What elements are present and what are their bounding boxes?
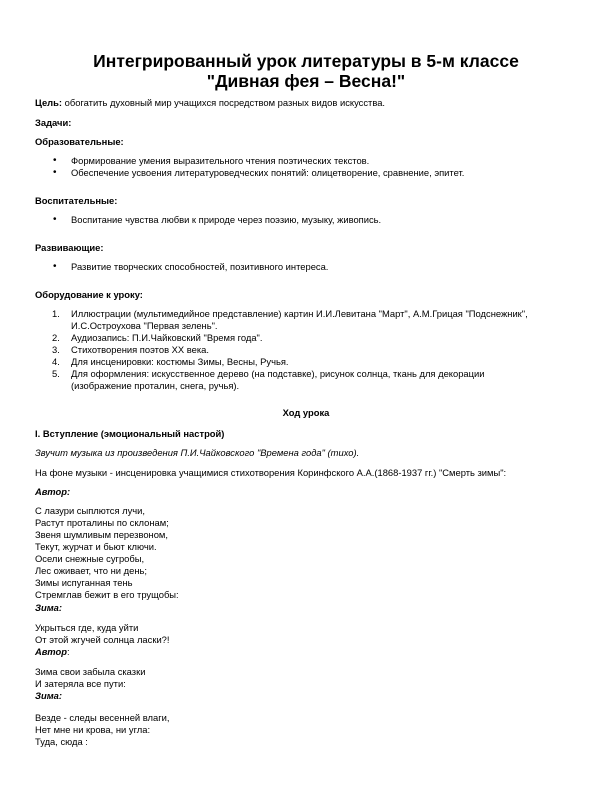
list-item-text-cont: И.С.Остроухова "Первая зелень". [71, 320, 218, 331]
list-item: • Обеспечение усвоения литературоведческих понятий: олицетворение, сравнение, эпитет. [35, 167, 464, 179]
goal-paragraph [35, 97, 385, 109]
poem-line: Зимы испуганная тень [35, 577, 133, 588]
list-item-number: 4. [52, 356, 60, 367]
list-item-number: 1. [52, 308, 60, 319]
poem-stanza-1 [35, 505, 179, 601]
list-item: • Формирование умения выразительного чтения поэтических текстов. [35, 155, 464, 167]
list-item [35, 344, 528, 356]
poem-line: Лес оживает, что ни день; [35, 565, 147, 576]
poem-line: И затеряла все пути: [35, 678, 126, 689]
poem-line: Зима свои забыла сказки [35, 666, 146, 677]
list-item-text: Для оформления: искусственное дерево (на подставке), рисунок солнца, ткань для декорации [71, 368, 485, 379]
poem-line: Растут проталины по склонам; [35, 517, 169, 528]
poem-line: С лазури сыплются лучи, [35, 505, 146, 516]
tasks-heading: Задачи: [35, 117, 72, 128]
page-title-line-2: "Дивная фея – Весна!" [206, 71, 406, 91]
poem-line: Текут, журчат и бьют ключи. [35, 541, 157, 552]
list-item-number: 2. [52, 332, 60, 343]
goal-label: Цель: [35, 97, 63, 108]
upbringing-heading: Воспитательные: [35, 195, 118, 206]
intro-heading: I. Вступление (эмоциональный настрой) [35, 428, 225, 439]
staging-note: На фоне музыки - инсценировка учащимися стихотворения Коринфского А.А.(1868-1937 гг.) "Смерть зимы": [35, 467, 507, 478]
poem-line: Звеня шумливым перезвоном, [35, 529, 168, 540]
speaker-author-label: Автор [35, 646, 67, 657]
poem-stanza-4 [35, 712, 169, 748]
poem-line: Нет мне ни крова, ни угла: [35, 724, 151, 735]
list-item [35, 308, 528, 332]
list-item-text-cont: (изображение проталин, снега, ручья). [71, 380, 240, 391]
goal-text: обогатить духовный мир учащихся посредством разных видов искусства. [62, 97, 386, 108]
list-item [35, 332, 528, 344]
developing-heading: Развивающие: [35, 242, 104, 253]
list-item-text: Аудиозапись: П.И.Чайковский "Время года". [71, 332, 263, 343]
list-item [35, 368, 528, 392]
lesson-heading: Ход урока [282, 407, 330, 418]
list-item-number: 3. [52, 344, 60, 355]
speaker-author-2 [35, 646, 70, 658]
list-item-text: Иллюстрации (мультимедийное представление) картин И.И.Левитана "Март", А.М.Грицая "Подснежник", [71, 308, 528, 319]
page-title-line-1: Интегрированный урок литературы в 5-м классе [93, 51, 519, 71]
list-item: • Развитие творческих способностей, позитивного интереса. [35, 261, 328, 273]
speaker-winter: Зима: [35, 602, 63, 613]
poem-stanza-3 [35, 666, 145, 690]
poem-line: Везде - следы весенней влаги, [35, 712, 170, 723]
list-item-number: 5. [52, 368, 60, 379]
music-note: Звучит музыка из произведения П.И.Чайковского "Времена года" (тихо). [35, 447, 360, 458]
poem-stanza-2 [35, 622, 170, 646]
educational-list [35, 155, 464, 179]
speaker-author: Автор: [35, 486, 71, 497]
list-item-text: Стихотворения поэтов ХХ века. [71, 344, 209, 355]
upbringing-list [35, 214, 381, 226]
speaker-author-colon: : [66, 646, 70, 657]
poem-line: Стремглав бежит в его трущобы: [35, 589, 179, 600]
poem-line: Укрыться где, куда уйти [35, 622, 139, 633]
speaker-winter-2: Зима: [35, 690, 63, 701]
poem-line: Туда, сюда : [35, 736, 88, 747]
list-item-text: Для инсценировки: костюмы Зимы, Весны, Ручья. [71, 356, 289, 367]
equipment-list [35, 308, 528, 392]
developing-list [35, 261, 328, 273]
poem-line: От этой жгучей солнца ласки?! [35, 634, 170, 645]
list-item: • Воспитание чувства любви к природе через поэзию, музыку, живопись. [35, 214, 381, 226]
list-item [35, 356, 528, 368]
educational-heading: Образовательные: [35, 136, 124, 147]
equipment-heading: Оборудование к уроку: [35, 289, 143, 300]
poem-line: Осели снежные сугробы, [35, 553, 145, 564]
